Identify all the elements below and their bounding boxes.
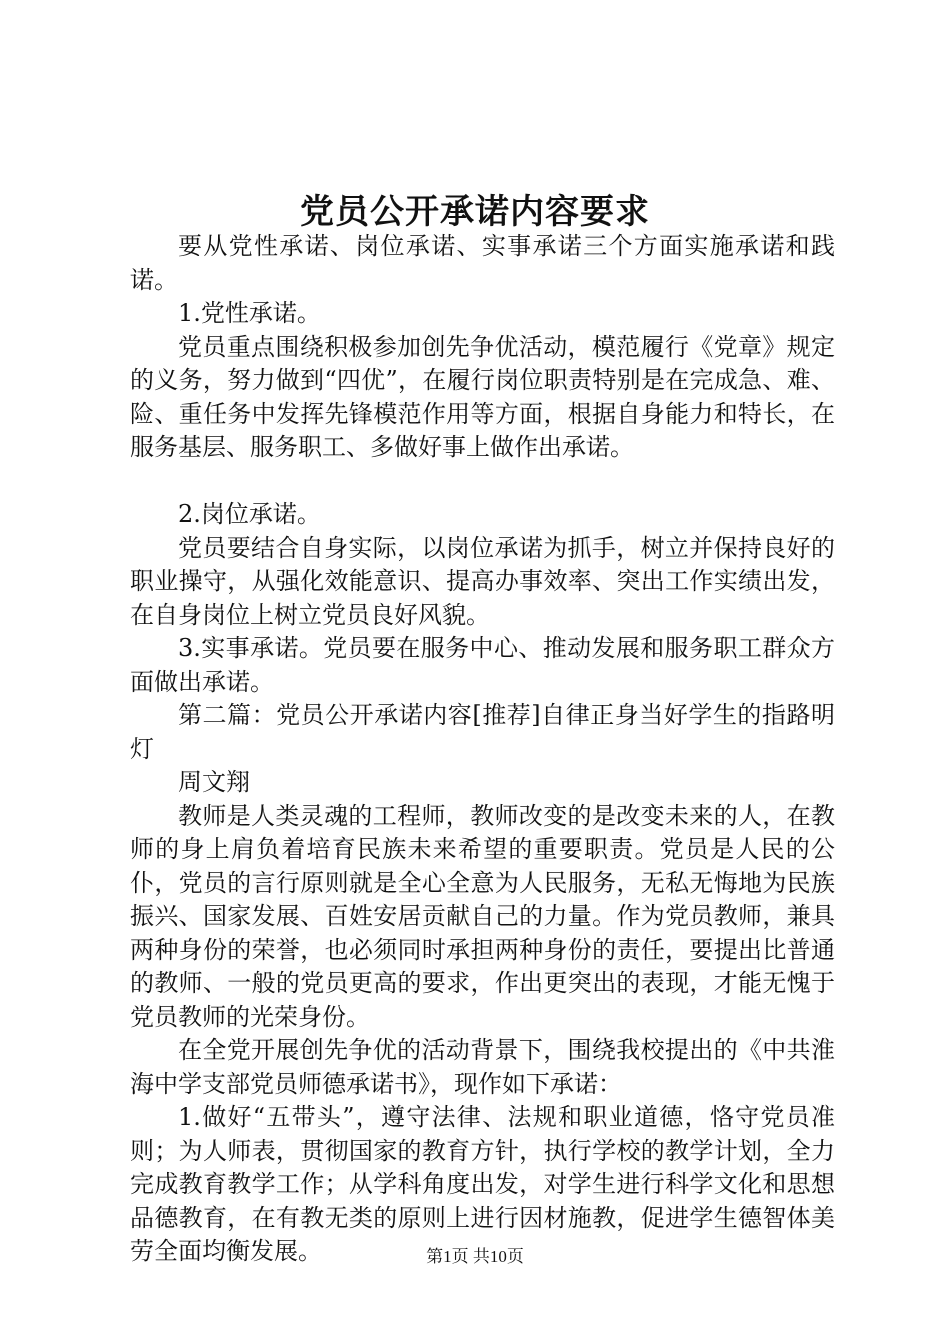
page-footer: 第1页 共10页: [426, 1247, 524, 1266]
paragraph-context: 在全党开展创先争优的活动背景下，围绕我校提出的《中共淮海中学支部党员师德承诺书》，现作如下承诺：: [130, 1036, 835, 1098]
paragraph-party-commitment: 党员重点围绕积极参加创先争优活动，模范履行《党章》规定的义务，努力做到“四优”，在履行岗位职责特别是在完成急、难、险、重任务中发挥先锋模范作用等方面，根据自身能力和特长，在服务基层、服务职工、多做好事上做作出承诺。: [130, 332, 835, 461]
paragraph-post-commitment: 党员要结合自身实际，以岗位承诺为抓手，树立并保持良好的职业操守，从强化效能意识、提高办事效率、突出工作实绩出发，在自身岗位上树立党员良好风貌。: [130, 533, 835, 629]
paragraph-practical-commitment: 3.实事承诺。党员要在服务中心、推动发展和服务职工群众方面做出承诺。: [130, 634, 835, 696]
paragraph-intro: 要从党性承诺、岗位承诺、实事承诺三个方面实施承诺和践诺。: [130, 232, 835, 294]
document-body: [130, 230, 835, 1269]
paragraph-teacher-role: 教师是人类灵魂的工程师，教师改变的是改变未来的人，在教师的身上肩负着培育民族未来希望的重要职责。党员是人民的公仆，党员的言行原则就是全心全意为人民服务，无私无悔地为民族振兴、国家发展、百姓安居贡献自己的力量。作为党员教师，兼具两种身份的荣誉，也必须同时承担两种身份的责任，要提出比普通的教师、一般的党员更高的要求，作出更突出的表现，才能无愧于党员教师的光荣身份。: [130, 801, 835, 1031]
heading-post-commitment: 2.岗位承诺。: [178, 500, 321, 528]
document-title: 党员公开承诺内容要求: [300, 192, 650, 232]
heading-party-commitment: 1.党性承诺。: [178, 299, 321, 327]
section-two-heading: 第二篇：党员公开承诺内容[推荐]自律正身当好学生的指路明灯: [130, 701, 835, 763]
paragraph-commitment-one: 1.做好“五带头”，遵守法律、法规和职业道德，恪守党员准则；为人师表，贯彻国家的教育方针，执行学校的教学计划，全力完成教育教学工作；从学科角度出发，对学生进行科学文化和思想品德教育，在有教无类的原则上进行因材施教，促进学生德智体美劳全面均衡发展。: [130, 1103, 835, 1265]
author-name: 周文翔: [178, 768, 250, 796]
